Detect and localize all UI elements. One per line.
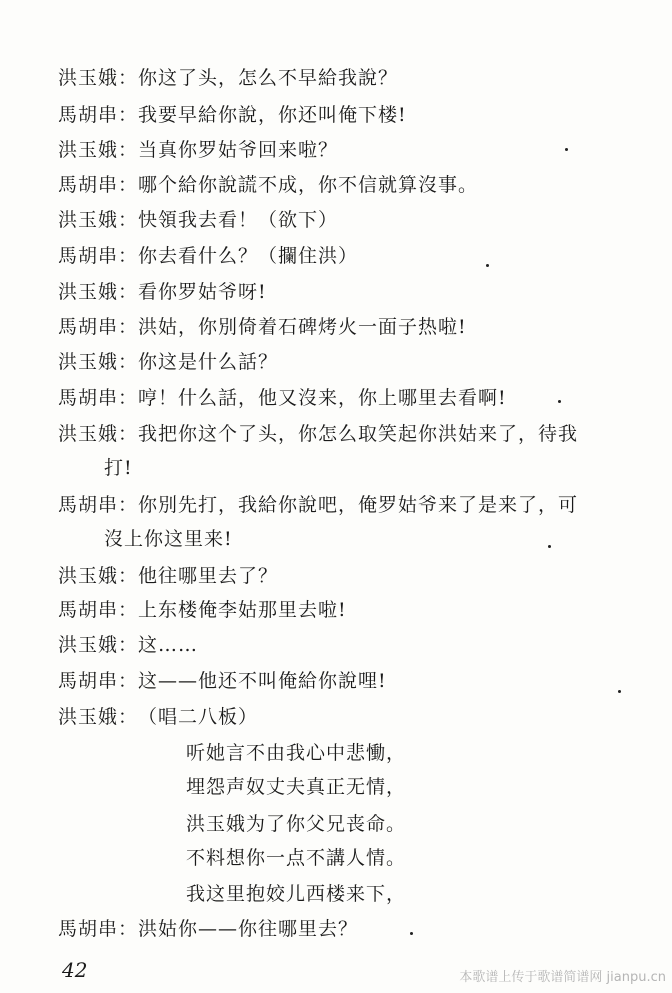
speaker-name: 馬胡串： — [58, 918, 139, 940]
dialogue-line — [58, 669, 387, 693]
dialogue-line — [58, 422, 578, 446]
scan-speck — [565, 148, 568, 151]
speaker-name: 馬胡串： — [58, 599, 139, 621]
speaker-name: 馬胡串： — [58, 670, 139, 692]
speaker-name: 洪玉娥： — [58, 351, 139, 373]
speaker-name: 洪玉娥： — [58, 139, 139, 161]
dialogue-line — [58, 633, 198, 657]
page-number: 42 — [62, 958, 88, 982]
dialogue-line — [58, 705, 258, 729]
line-text: 上东楼俺李姑那里去啦! — [138, 599, 347, 621]
dialogue-line — [58, 173, 478, 197]
line-text: 你这了头，怎么不早給我說？ — [138, 67, 399, 89]
dialogue-line — [58, 386, 507, 410]
speaker-name: 洪玉娥： — [58, 423, 139, 445]
dialogue-line — [58, 103, 407, 127]
speaker-name: 洪玉娥： — [58, 634, 139, 656]
verse-line: 洪玉娥为了你父兄丧命。 — [186, 813, 407, 835]
dialogue-line — [58, 280, 267, 304]
dialogue-line — [58, 66, 398, 90]
line-text: 打! — [104, 457, 133, 479]
scan-speck — [548, 545, 551, 548]
verse-line: 不料想你一点不講人情。 — [186, 847, 407, 869]
verse-line: 埋怨声奴丈夫真正无情， — [186, 776, 407, 798]
dialogue-line — [58, 208, 338, 232]
line-text: 他往哪里去了？ — [138, 565, 279, 587]
line-text: 你去看什么？（攔住洪） — [138, 245, 359, 267]
dialogue-line — [58, 917, 358, 941]
line-text: 我把你这个了头，你怎么取笑起你洪姑来了，待我 — [138, 423, 579, 445]
line-text: 这…… — [138, 634, 199, 656]
scan-speck — [558, 400, 561, 403]
line-text: 洪姑，你別倚着石碑烤火一面子热啦! — [138, 316, 467, 338]
speaker-name: 馬胡串： — [58, 174, 139, 196]
watermark: 本歌谱上传于歌谱简谱网 jianpu.cn — [459, 970, 666, 985]
speaker-name: 洪玉娥： — [58, 281, 139, 303]
dialogue-line — [58, 598, 347, 622]
dialogue-line — [58, 315, 467, 339]
speaker-name: 洪玉娥： — [58, 706, 139, 728]
dialogue-continuation — [104, 527, 233, 551]
scan-speck — [410, 932, 413, 935]
scan-speck — [618, 690, 621, 693]
speaker-name: 馬胡串： — [58, 387, 139, 409]
line-text: 哼！什么話，他又沒来，你上哪里去看啊! — [138, 387, 507, 409]
dialogue-line — [58, 138, 338, 162]
speaker-name: 馬胡串： — [58, 245, 139, 267]
verse-line: 我这里抱姣儿西楼来下， — [186, 883, 407, 905]
speaker-name: 洪玉娥： — [58, 565, 139, 587]
line-text: 这——他还不叫俺給你說哩! — [138, 670, 387, 692]
dialogue-line — [58, 350, 278, 374]
line-text: （唱二八板） — [138, 706, 259, 728]
line-text: 你这是什么話？ — [138, 351, 279, 373]
line-text: 我要早給你說，你还叫俺下楼! — [138, 104, 407, 126]
line-text: 哪个給你說謊不成，你不信就算沒事。 — [138, 174, 479, 196]
dialogue-line — [58, 564, 278, 588]
speaker-name: 馬胡串： — [58, 494, 139, 516]
speaker-name: 洪玉娥： — [58, 67, 139, 89]
scan-speck — [486, 264, 489, 267]
speaker-name: 馬胡串： — [58, 104, 139, 126]
line-text: 快領我去看！（欲下） — [138, 209, 339, 231]
dialogue-line — [58, 244, 358, 268]
speaker-name: 馬胡串： — [58, 316, 139, 338]
line-text: 你別先打，我給你說吧，俺罗姑爷来了是来了，可 — [138, 494, 579, 516]
dialogue-line — [58, 493, 578, 517]
speaker-name: 洪玉娥： — [58, 209, 139, 231]
line-text: 当真你罗姑爷回来啦？ — [138, 139, 339, 161]
line-text: 沒上你这里来! — [104, 528, 233, 550]
line-text: 洪姑你——你往哪里去？ — [138, 918, 359, 940]
line-text: 看你罗姑爷呀! — [138, 281, 267, 303]
dialogue-continuation — [104, 456, 133, 480]
verse-line: 听她言不由我心中悲慟， — [186, 742, 407, 764]
